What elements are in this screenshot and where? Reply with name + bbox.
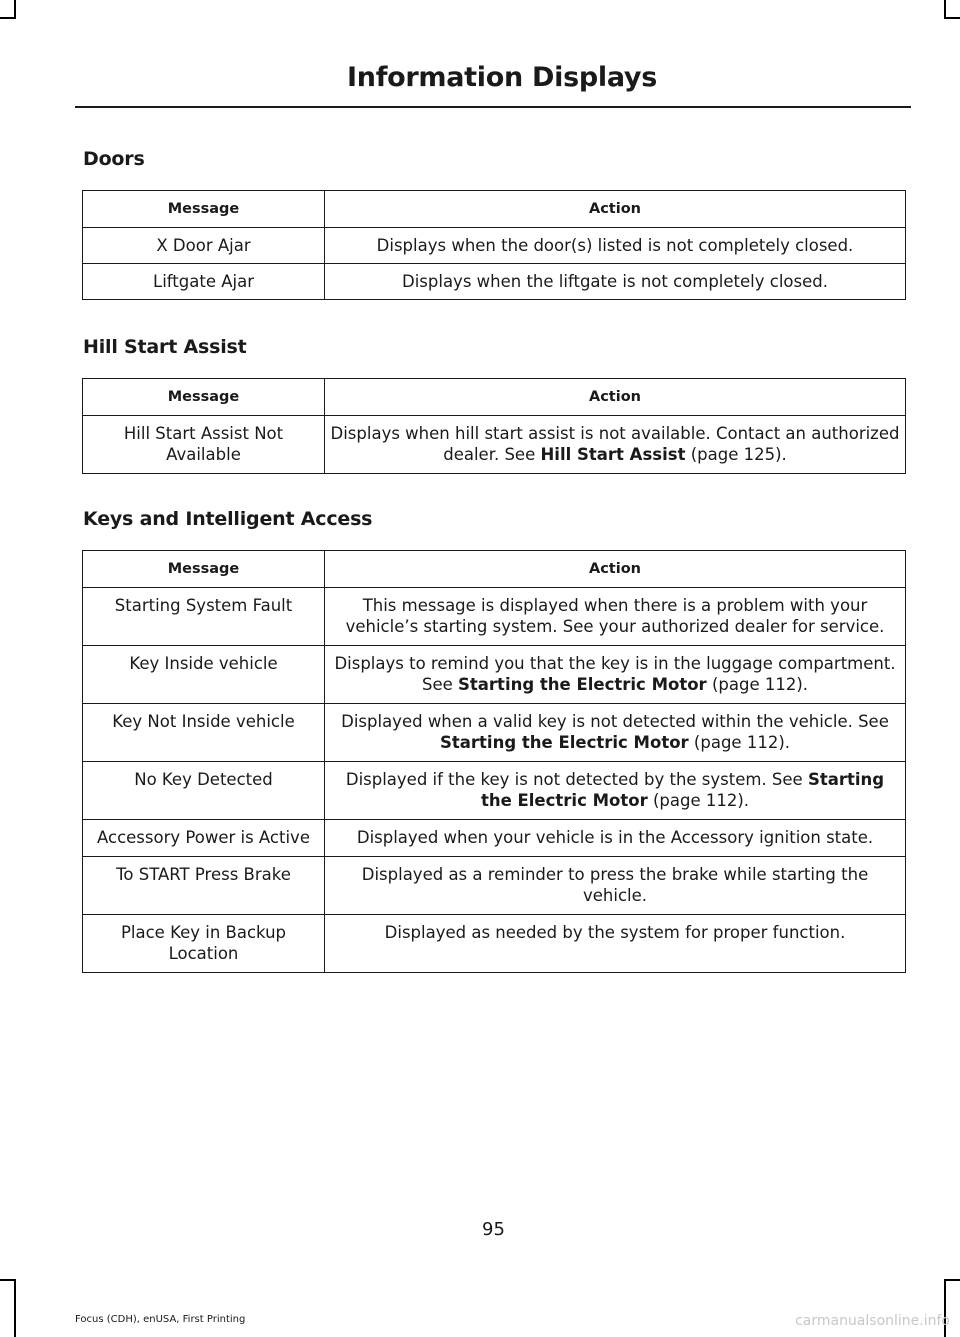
table-row [83, 416, 906, 474]
page-number: 95 [482, 1219, 505, 1240]
action-cell: Displayed when your vehicle is in the Accessory ignition state. [325, 820, 906, 857]
action-cell [325, 416, 906, 474]
action-cell: Displays when the door(s) listed is not completely closed. [325, 228, 906, 264]
title-divider [75, 106, 911, 108]
page-reference: (page 112). [706, 675, 809, 694]
message-cell: No Key Detected [83, 762, 325, 820]
action-text: Displayed when a valid key is not detected within the vehicle. See [341, 712, 889, 731]
column-header-action: Action [325, 191, 906, 228]
action-text: Displayed if the key is not detected by the system. See [345, 770, 808, 789]
cross-reference-link[interactable]: Hill Start Assist [540, 445, 686, 464]
message-cell: Key Not Inside vehicle [83, 704, 325, 762]
crop-mark-top-right [944, 0, 946, 17]
table-row [83, 820, 906, 857]
section-heading-hill-start-assist: Hill Start Assist [83, 336, 247, 358]
action-text: Displays to remind you that the key is in the luggage compartment. See [334, 654, 896, 694]
table-row [83, 704, 906, 762]
message-cell: Key Inside vehicle [83, 646, 325, 704]
message-cell: Hill Start Assist Not Available [83, 416, 325, 474]
action-cell [325, 704, 906, 762]
table-header-row [83, 551, 906, 588]
hill-start-assist-table [82, 378, 906, 474]
section-heading-doors: Doors [83, 148, 145, 170]
message-cell: Starting System Fault [83, 588, 325, 646]
cross-reference-link[interactable]: Starting the Electric Motor [480, 770, 885, 810]
message-cell: Accessory Power is Active [83, 820, 325, 857]
page-title: Information Displays [347, 62, 657, 93]
table-row [83, 762, 906, 820]
section-heading-keys: Keys and Intelligent Access [83, 508, 373, 530]
crop-mark-top-right [944, 17, 960, 19]
message-cell: To START Press Brake [83, 857, 325, 915]
action-cell [325, 646, 906, 704]
table-row [83, 588, 906, 646]
table-row [83, 646, 906, 704]
table-row [83, 857, 906, 915]
table-header-row [83, 379, 906, 416]
crop-mark-bottom-right [944, 1279, 960, 1281]
page-reference: (page 112). [647, 791, 750, 810]
page-reference: (page 125). [685, 445, 787, 464]
column-header-message: Message [83, 551, 325, 588]
column-header-message: Message [83, 379, 325, 416]
message-cell: Liftgate Ajar [83, 264, 325, 300]
column-header-action: Action [325, 551, 906, 588]
crop-mark-bottom-left [14, 1279, 16, 1337]
table-row [83, 915, 906, 973]
action-cell: This message is displayed when there is a problem with your vehicle’s starting system. See your authorized dealer for service. [325, 588, 906, 646]
crop-mark-top-left [14, 0, 16, 17]
action-cell: Displayed as needed by the system for proper function. [325, 915, 906, 973]
table-row [83, 228, 906, 264]
printing-info: Focus (CDH), enUSA, First Printing [75, 1314, 246, 1325]
action-text: Displays when hill start assist is not available. Contact an authorized dealer. See [330, 424, 900, 464]
action-cell [325, 762, 906, 820]
keys-table [82, 550, 906, 973]
table-row [83, 264, 906, 300]
column-header-action: Action [325, 379, 906, 416]
cross-reference-link[interactable]: Starting the Electric Motor [458, 675, 707, 694]
doors-table [82, 190, 906, 300]
watermark: carmanualsonline.info [795, 1313, 950, 1329]
message-cell: Place Key in Backup Location [83, 915, 325, 973]
crop-mark-top-left [0, 17, 16, 19]
cross-reference-link[interactable]: Starting the Electric Motor [440, 733, 689, 752]
message-cell: X Door Ajar [83, 228, 325, 264]
action-cell: Displayed as a reminder to press the brake while starting the vehicle. [325, 857, 906, 915]
column-header-message: Message [83, 191, 325, 228]
page-reference: (page 112). [688, 733, 790, 752]
table-header-row [83, 191, 906, 228]
action-cell: Displays when the liftgate is not completely closed. [325, 264, 906, 300]
